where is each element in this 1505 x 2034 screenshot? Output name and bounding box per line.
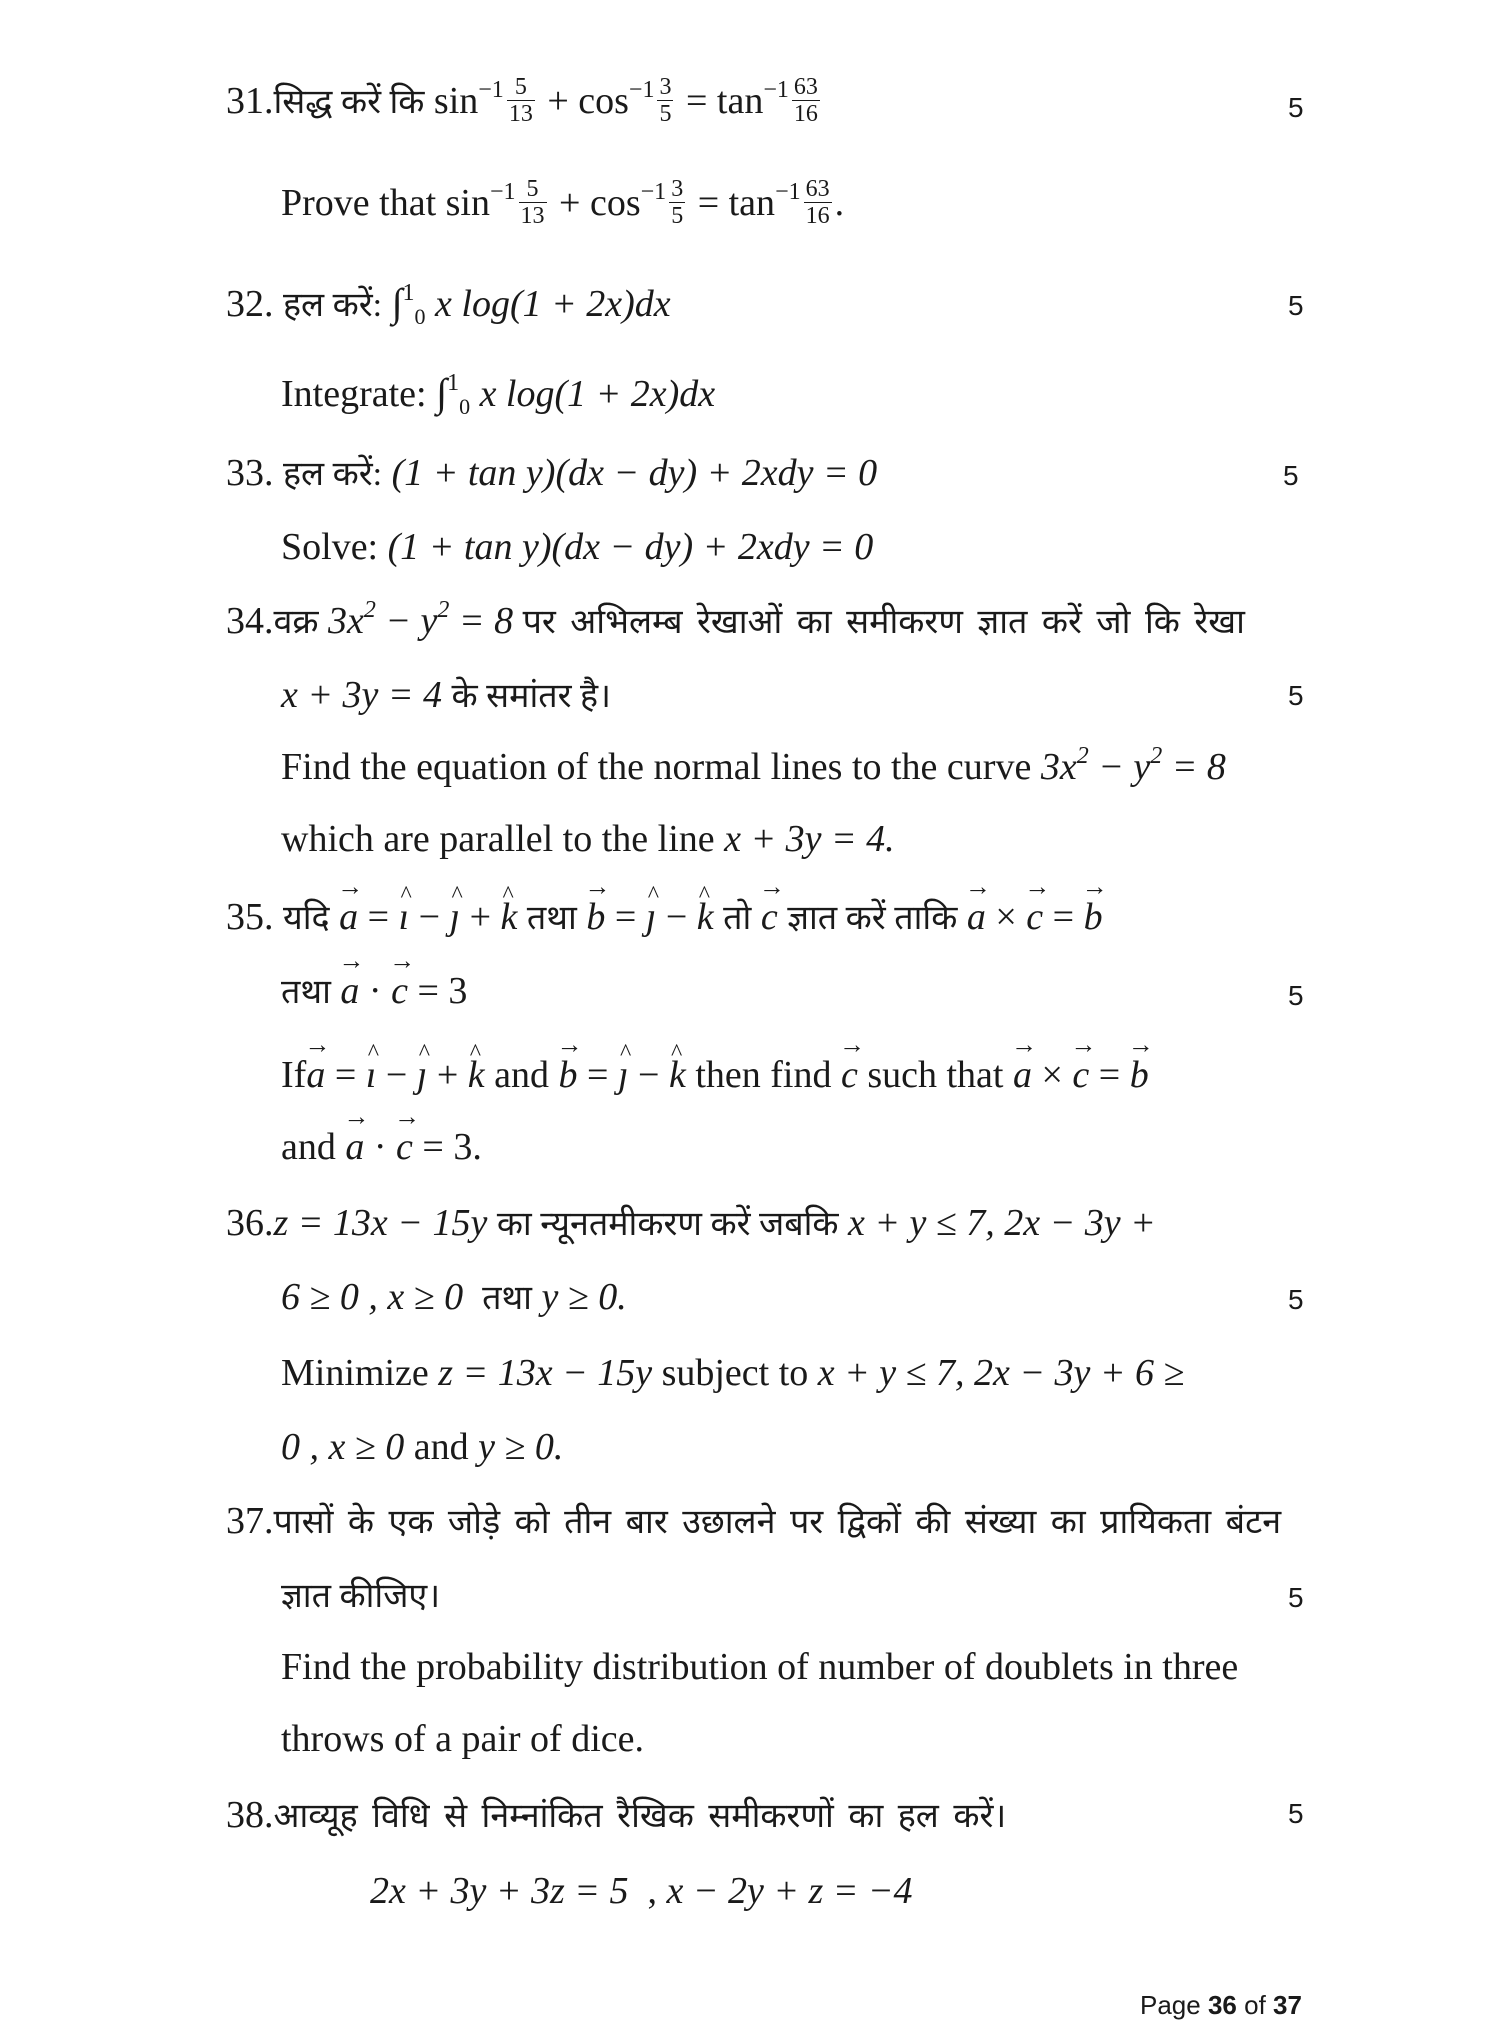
q33-marks: 5: [1283, 460, 1299, 491]
q34-english-text: Find the equation of the normal lines to the curve: [281, 746, 1032, 788]
q38-equations-line: [370, 1866, 913, 1916]
q37-marks: 5: [1288, 1582, 1304, 1613]
q31-number: 31.: [226, 80, 274, 122]
q33-english-line: [281, 522, 873, 572]
q37-hindi-text1: पासों के एक जोड़े को तीन बार उछालने पर द्विकों की संख्या का प्रायिकता बंटन: [273, 1504, 1282, 1541]
q32-integrand: x log(1 + 2x)dx: [435, 283, 671, 325]
q31-plus: +: [547, 80, 569, 122]
q35-hindi-if: यदि: [283, 900, 330, 937]
q34-hindi-line2: [281, 670, 611, 722]
q32-upper-limit: 1: [402, 280, 415, 306]
q31-frac-5-13: $\frac{5}{13}$: [508, 73, 533, 127]
page-number: Page 36 of 37: [1140, 1990, 1302, 2020]
q31-en-frac-3-5: $\frac{3}{5}$: [671, 175, 684, 229]
q36-english-line1: [281, 1348, 1184, 1398]
q35-hindi-find: ज्ञात करें ताकि: [787, 900, 958, 937]
q33-en-equation: (1 + tan y)(dx − dy) + 2xdy = 0: [387, 526, 874, 568]
q36-hindi-and: तथा: [482, 1280, 532, 1317]
q38-hindi-text: आव्यूह विधि से निम्नांकित रैखिक समीकरणों का हल करें।: [273, 1798, 1007, 1835]
q37-hindi-line1: [226, 1496, 1281, 1548]
q36-en-objective: z = 13x − 15y: [438, 1352, 653, 1394]
q31-period: .: [834, 182, 845, 224]
q34-english-line1: [281, 742, 1226, 792]
q35-english-and2: and: [281, 1126, 336, 1168]
q37-number: 37.: [226, 1500, 274, 1542]
q32-number: 32.: [226, 283, 274, 325]
q31-en-sin-inv: $\sin^{-1}$: [445, 179, 516, 224]
q32-hindi-line: [226, 278, 671, 331]
q37-english-text1: Find the probability distribution of number of doublets in three: [281, 1646, 1239, 1688]
q37-hindi-line2: [281, 1570, 440, 1622]
q32-en-integrand: x log(1 + 2x)dx: [479, 373, 716, 415]
q36-english-line2: [281, 1422, 563, 1472]
q36-objective: z = 13x − 15y: [273, 1202, 488, 1244]
q35-english-then: then find: [695, 1054, 832, 1096]
q36-hindi-text: का न्यूनतमीकरण करें जबकि: [496, 1206, 839, 1243]
q38-equation1: 2x + 3y + 3z = 5: [370, 1870, 629, 1912]
q34-english-line2: [281, 814, 895, 864]
q36-hindi-line1: [226, 1198, 1156, 1250]
q35-english-line1: If→ a = ^ ı − ^ ȷ + ^ k and → b = ^ ȷ − ^ k then find → c such that → a × → c = → b: [281, 1050, 1149, 1100]
q34-en-line-eq: x + 3y = 4.: [724, 818, 895, 860]
q31-tan-inv: $\tan^{-1}$: [716, 77, 789, 122]
q33-english-text: Solve:: [281, 526, 379, 568]
q35-english-if: If: [281, 1054, 307, 1096]
integral-sign: ∫: [391, 280, 403, 325]
q34-curve-eq: $3x^2 - y^2 = 8$: [328, 597, 514, 642]
q36-en-constraints1: x + y ≤ 7, 2x − 3y + 6 ≥: [817, 1352, 1185, 1394]
q32-hindi-text: हल करें:: [283, 287, 383, 324]
q36-constraints1: x + y ≤ 7, 2x − 3y +: [848, 1202, 1156, 1244]
unit-vector-i: ^ ı: [399, 892, 410, 942]
q37-hindi-text2: ज्ञात कीजिए।: [281, 1578, 441, 1615]
q37-english-line2: [281, 1714, 644, 1764]
q31-sin-inv: $\sin^{-1}$: [433, 77, 504, 122]
unit-vector-j: ^ ȷ: [450, 892, 461, 942]
q34-hindi-curve-word: वक्र: [273, 604, 319, 641]
q38-marks: 5: [1288, 1798, 1304, 1829]
q34-line-eq: x + 3y = 4: [281, 674, 443, 716]
vector-b: → b: [586, 892, 605, 942]
q35-hindi-line1: 35. यदि → a = ^ ı − ^ ȷ + ^ k तथा → b = ^ ȷ − ^ k तो → c ज्ञात करें ताकि → a × → c = → b: [226, 892, 1103, 944]
q31-hindi-line: [226, 73, 823, 131]
q35-hindi-and: तथा: [526, 900, 577, 937]
q31-frac-3-5: $\frac{3}{5}$: [659, 73, 672, 127]
q31-en-equals: =: [697, 182, 720, 224]
q32-english-line: [281, 368, 715, 419]
q32-en-lower-limit: 0: [459, 394, 471, 419]
q32-english-text: Integrate:: [281, 373, 427, 415]
q36-english-and: and: [413, 1426, 469, 1468]
q38-equation2: x − 2y + z = −4: [666, 1870, 913, 1912]
total-pages: 37: [1273, 1990, 1302, 2020]
q32-marks: 5: [1288, 290, 1304, 321]
q35-english-and: and: [494, 1054, 549, 1096]
q34-english-text2: which are parallel to the line: [281, 818, 715, 860]
q34-en-curve-eq: $3x^2 - y^2 = 8$: [1040, 743, 1226, 788]
q37-english-line1: [281, 1642, 1238, 1692]
q36-english-min: Minimize: [281, 1352, 429, 1394]
q31-marks: 5: [1288, 92, 1304, 123]
q34-number: 34.: [226, 600, 274, 642]
q36-en-constraints2: 0 , x ≥ 0: [281, 1426, 405, 1468]
q36-constraints3: y ≥ 0.: [541, 1276, 627, 1318]
vector-a: → a: [339, 892, 358, 942]
q35-marks: 5: [1288, 980, 1304, 1011]
q31-cos-inv: $\cos^{-1}$: [578, 77, 655, 122]
q36-hindi-line2: [281, 1272, 627, 1324]
q31-english-line: [281, 175, 845, 233]
q36-english-subj: subject to: [661, 1352, 809, 1394]
vector-c: → c: [761, 892, 778, 942]
q38-number: 38.: [226, 1794, 274, 1836]
unit-vector-k: ^ k: [501, 892, 518, 942]
q35-hindi-then: तो: [723, 900, 752, 937]
q31-en-plus: +: [559, 182, 581, 224]
q31-en-frac-5-13: $\frac{5}{13}$: [520, 175, 545, 229]
q37-english-text2: throws of a pair of dice.: [281, 1718, 644, 1760]
q31-hindi-text: सिद्ध करें कि: [273, 84, 425, 121]
q36-marks: 5: [1288, 1284, 1304, 1315]
q31-frac-63-16: $\frac{63}{16}$: [793, 73, 818, 127]
q31-en-tan-inv: $\tan^{-1}$: [728, 179, 801, 224]
q35-english-line2: and → a · → c = 3.: [281, 1122, 482, 1172]
q38-hindi-line: [226, 1790, 1006, 1842]
q34-hindi-line1: [226, 596, 1245, 648]
q31-en-cos-inv: $\cos^{-1}$: [589, 179, 667, 224]
q33-number: 33.: [226, 452, 274, 494]
q36-constraints2: 6 ≥ 0 , x ≥ 0: [281, 1276, 464, 1318]
q32-lower-limit: 0: [414, 304, 426, 329]
q33-hindi-text: हल करें:: [283, 456, 383, 493]
q35-english-such: such that: [867, 1054, 1004, 1096]
q36-en-constraints3: y ≥ 0.: [478, 1426, 564, 1468]
q32-en-upper-limit: 1: [447, 370, 460, 396]
q36-number: 36.: [226, 1202, 274, 1244]
integral-sign: ∫: [436, 370, 448, 415]
q33-equation: (1 + tan y)(dx − dy) + 2xdy = 0: [391, 452, 878, 494]
q33-hindi-line: [226, 448, 877, 500]
q34-marks: 5: [1288, 680, 1304, 711]
q35-hindi-and2: तथा: [281, 974, 331, 1011]
q31-equals: =: [685, 80, 708, 122]
q35-hindi-line2: तथा → a · → c = 3: [281, 966, 467, 1018]
current-page: 36: [1207, 1990, 1237, 2020]
q31-english-text: Prove that: [281, 182, 437, 224]
q34-hindi-parallel: के समांतर है।: [451, 678, 611, 715]
q31-en-frac-63-16: $\frac{63}{16}$: [805, 175, 830, 229]
q34-hindi-text: पर अभिलम्ब रेखाओं का समीकरण ज्ञात करें जो कि रेखा: [522, 604, 1245, 641]
q35-number: 35.: [226, 896, 274, 938]
q38-separator: ,: [637, 1870, 657, 1912]
